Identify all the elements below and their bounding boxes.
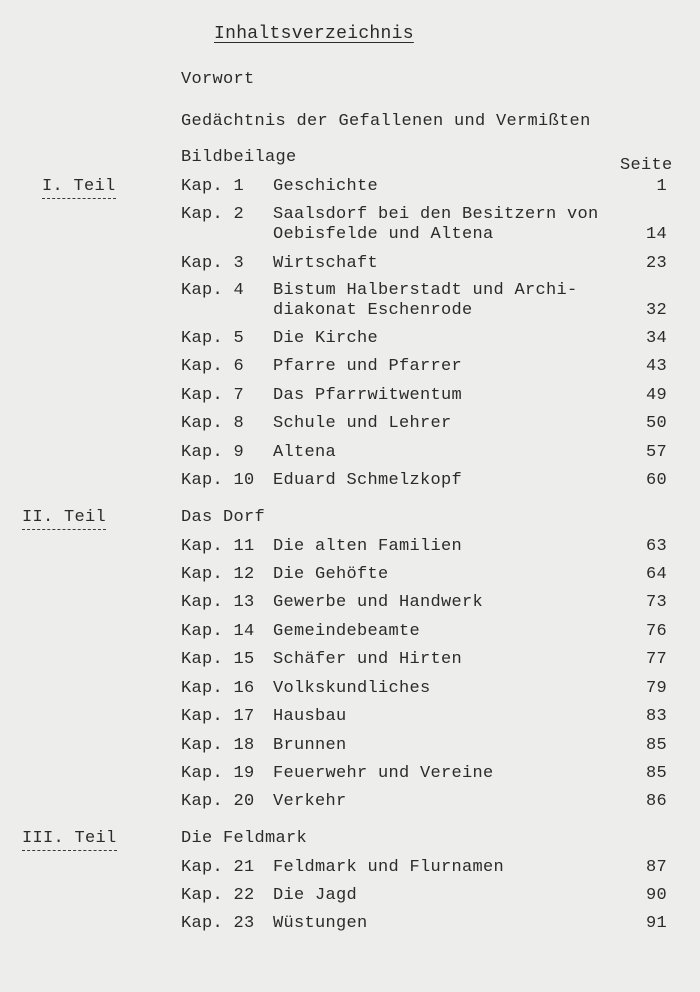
chapter-number: Kap. 1	[181, 177, 245, 196]
chapter-title: Feldmark und Flurnamen	[273, 858, 505, 877]
intro-vorwort: Vorwort	[181, 70, 255, 89]
intro-bildbeilage: Bildbeilage	[181, 148, 297, 167]
chapter-page: 85	[645, 736, 667, 755]
chapter-title: Wüstungen	[273, 914, 368, 933]
chapter-title: Feuerwehr und Vereine	[273, 764, 494, 783]
chapter-title: Die Jagd	[273, 886, 358, 905]
part-title-2: Das Dorf	[181, 508, 266, 527]
chapter-number: Kap. 7	[181, 386, 245, 405]
chapter-page: 64	[645, 565, 667, 584]
chapter-title: Hausbau	[273, 707, 347, 726]
chapter-page: 87	[645, 858, 667, 877]
chapter-title: Wirtschaft	[273, 254, 379, 273]
part-label-3: III. Teil	[22, 829, 117, 851]
chapter-number: Kap. 11	[181, 537, 255, 556]
chapter-title: Verkehr	[273, 792, 347, 811]
chapter-number: Kap. 19	[181, 764, 255, 783]
chapter-title: Die Kirche	[273, 329, 379, 348]
chapter-title: Brunnen	[273, 736, 347, 755]
chapter-title: Saalsdorf bei den Besitzern von Oebisfelde und Altena	[273, 205, 599, 244]
chapter-title: Pfarre und Pfarrer	[273, 357, 463, 376]
chapter-page: 90	[645, 886, 667, 905]
chapter-title: Bistum Halberstadt und Archi- diakonat Eschenrode	[273, 281, 578, 320]
intro-gedaechtnis: Gedächtnis der Gefallenen und Vermißten	[181, 112, 591, 131]
part-label-2: II. Teil	[22, 508, 106, 530]
chapter-page: 91	[645, 914, 667, 933]
chapter-page: 76	[645, 622, 667, 641]
chapter-page: 1	[656, 177, 667, 196]
chapter-number: Kap. 22	[181, 886, 255, 905]
part-title-3: Die Feldmark	[181, 829, 308, 848]
chapter-page: 79	[645, 679, 667, 698]
chapter-title: Gemeindebeamte	[273, 622, 421, 641]
chapter-number: Kap. 4	[181, 281, 245, 300]
chapter-number: Kap. 3	[181, 254, 245, 273]
chapter-page: 43	[645, 357, 667, 376]
chapter-number: Kap. 16	[181, 679, 255, 698]
chapter-title: Geschichte	[273, 177, 379, 196]
chapter-number: Kap. 8	[181, 414, 245, 433]
chapter-page: 57	[645, 443, 667, 462]
page-title: Inhaltsverzeichnis	[214, 24, 414, 44]
chapter-title: Die alten Familien	[273, 537, 463, 556]
chapter-number: Kap. 9	[181, 443, 245, 462]
chapter-number: Kap. 20	[181, 792, 255, 811]
chapter-number: Kap. 10	[181, 471, 255, 490]
chapter-title: Schäfer und Hirten	[273, 650, 463, 669]
chapter-page: 32	[645, 301, 667, 320]
seite-column-label: Seite	[620, 156, 673, 175]
chapter-page: 77	[645, 650, 667, 669]
chapter-number: Kap. 6	[181, 357, 245, 376]
chapter-page: 63	[645, 537, 667, 556]
chapter-number: Kap. 2	[181, 205, 245, 224]
chapter-number: Kap. 17	[181, 707, 255, 726]
chapter-title: Gewerbe und Handwerk	[273, 593, 484, 612]
chapter-title: Das Pfarrwitwentum	[273, 386, 463, 405]
chapter-page: 23	[645, 254, 667, 273]
chapter-page: 83	[645, 707, 667, 726]
chapter-title: Die Gehöfte	[273, 565, 389, 584]
chapter-number: Kap. 13	[181, 593, 255, 612]
chapter-number: Kap. 18	[181, 736, 255, 755]
chapter-title: Volkskundliches	[273, 679, 431, 698]
chapter-page: 50	[645, 414, 667, 433]
chapter-number: Kap. 14	[181, 622, 255, 641]
chapter-page: 60	[645, 471, 667, 490]
chapter-page: 73	[645, 593, 667, 612]
chapter-page: 34	[645, 329, 667, 348]
chapter-page: 86	[645, 792, 667, 811]
part-label-1: I. Teil	[42, 177, 116, 199]
chapter-number: Kap. 12	[181, 565, 255, 584]
chapter-number: Kap. 21	[181, 858, 255, 877]
chapter-page: 49	[645, 386, 667, 405]
chapter-title: Schule und Lehrer	[273, 414, 452, 433]
chapter-number: Kap. 23	[181, 914, 255, 933]
chapter-number: Kap. 15	[181, 650, 255, 669]
chapter-title: Altena	[273, 443, 337, 462]
chapter-title: Eduard Schmelzkopf	[273, 471, 463, 490]
chapter-page: 85	[645, 764, 667, 783]
chapter-number: Kap. 5	[181, 329, 245, 348]
chapter-page: 14	[645, 225, 667, 244]
